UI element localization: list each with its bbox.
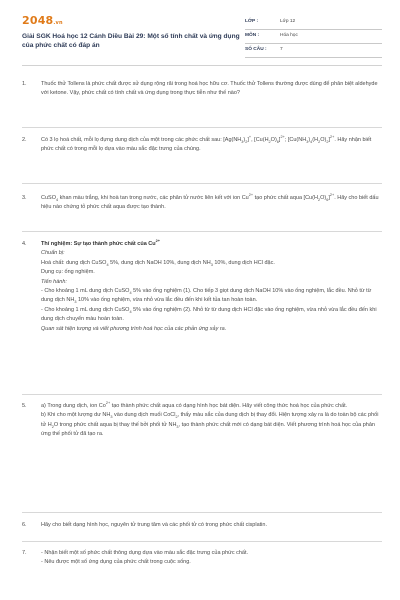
question-number: 2.	[22, 137, 27, 143]
experiment-title: Thí nghiệm: Sự tạo thành phức chất của $Cu^{2+}$	[41, 239, 160, 247]
meta-row-grade	[245, 16, 382, 30]
question-divider	[22, 394, 382, 395]
question-number: 3.	[22, 195, 27, 201]
question-text: Thuốc thử Tollens là phức chất được sử dụng rộng rãi trong hoá học hữu cơ. Thuốc thử Tollens thường được dùng để phân biệt aldehyde với ketone. Vậy, phức chất có tính chất và ứng dụng trong thực tiễn như thế nào?	[41, 81, 378, 97]
question-divider	[22, 541, 382, 542]
question-text: CuSO$_4$ khan màu trắng, khi hoà tan trong nước, các phân tử nước liên kết với ion $Cu^{2+}$ tạo phức chất aqua $[Cu(H_2O)_6]^{2+}$. Hãy cho biết dấu hiệu nào chứng tỏ phức chất aqua được tạo thành.	[41, 193, 379, 211]
question-text: Có 3 lọ hoá chất, mỗi lọ đựng dung dịch của một trong các phức chất sau: $[Ag(NH_3)_2]^+$, $[Cu(H_2O)_6]^{2+}$; $[Cu(NH_3)_4(H_2O)_2]^{2+}$. Hãy nhận biết phức chất có trong mỗi lọ dựa vào màu sắc đặc trưng của chúng.	[41, 135, 372, 153]
question-part-a: a) Trong dung dịch, ion $Co^{2+}$ tạo thành phức chất aqua có dạng hình học bát diện. Hãy viết công thức hoá học của phức chất.	[41, 401, 348, 409]
meta-value: Hóa học	[280, 33, 298, 38]
question-2	[22, 136, 384, 176]
procedure-step-1: - Cho khoảng 1 mL dung dịch CuSO$_4$ 5% vào ống nghiệm (1). Cho tiếp 3 giọt dung dịch NaOH 10% vào ống nghiệm, lắc đều. Nhỏ từ từ dung dịch $NH_3$ 10% vào ống nghiệm, vừa nhỏ vừa lắc đều đến khi kết tủa tan hoàn toàn.	[41, 288, 372, 305]
observe-instruction: Quan sát hiện tượng và viết phương trình hoá học của các phản ứng xảy ra.	[41, 325, 227, 332]
question-text: Hãy cho biết dạng hình học, nguyên tử trung tâm và các phối tử có trong phức chất cisplatin.	[41, 522, 267, 528]
meta-table	[245, 16, 382, 58]
question-4	[22, 240, 384, 390]
header-divider	[22, 65, 382, 66]
question-divider	[22, 512, 382, 513]
document-header	[22, 14, 382, 62]
meta-label: LỚP :	[245, 19, 259, 24]
question-divider	[22, 231, 382, 232]
objective-2: - Nêu được một số ứng dụng của phức chất trong cuộc sống.	[41, 559, 191, 566]
question-7	[22, 549, 384, 571]
meta-label: MÔN :	[245, 33, 260, 38]
question-1	[22, 80, 384, 120]
tools-text: Dụng cụ: ống nghiệm.	[41, 269, 95, 276]
document-title: Giải SGK Hoá học 12 Cánh Diều Bài 29: Một số tính chất và ứng dụng của phức chất có đáp án	[22, 33, 240, 50]
meta-row-count	[245, 44, 382, 58]
question-part-b: b) Khi cho một lượng dư $NH_3$ vào dung dịch muối CoCl$_2$, thấy màu sắc của dung dịch bị thay đổi. Hiện tượng xảy ra là do toàn bộ các phối tử $H_2O$ trong phức chất aqua bị thay thế bởi phối tử $NH_3$, tạo thành phức chất mới có dạng bát diện. Viết phương trình hoá học của phản ứng thế phối tử đã tạo ra.	[41, 412, 379, 438]
procedure-label: Tiến hành:	[41, 278, 67, 285]
question-6	[22, 521, 384, 533]
meta-row-subject	[245, 30, 382, 44]
question-number: 7.	[22, 550, 27, 556]
objective-1: - Nhận biết một số phức chất thông dụng dựa vào màu sắc đặc trưng của phức chất.	[41, 550, 249, 556]
meta-label: SỐ CÂU :	[245, 47, 267, 52]
meta-value: Lớp 12	[280, 19, 296, 24]
site-logo[interactable]: 2048.vn	[22, 14, 63, 27]
chemicals-text: Hoá chất: dung dịch CuSO$_4$ 5%, dung dịch NaOH 10%, dung dịch $NH_3$ 10%, dung dịch HCl đặc.	[41, 259, 275, 267]
prep-label: Chuẩn bị:	[41, 250, 65, 257]
question-number: 1.	[22, 81, 27, 87]
question-number: 6.	[22, 522, 27, 528]
question-number: 4.	[22, 241, 27, 247]
question-5	[22, 402, 384, 492]
question-3	[22, 194, 384, 224]
question-number: 5.	[22, 403, 27, 409]
question-divider	[22, 127, 382, 128]
procedure-step-2: - Cho khoảng 1 mL dung dịch CuSO$_4$ 5% vào ống nghiệm (2). Nhỏ từ từ dung dịch HCl đặc vào ống nghiệm, vừa nhỏ vừa lắc đều đến khi dung dịch chuyển màu hoàn toàn.	[41, 306, 377, 323]
meta-value: 7	[280, 47, 283, 52]
question-divider	[22, 183, 382, 184]
